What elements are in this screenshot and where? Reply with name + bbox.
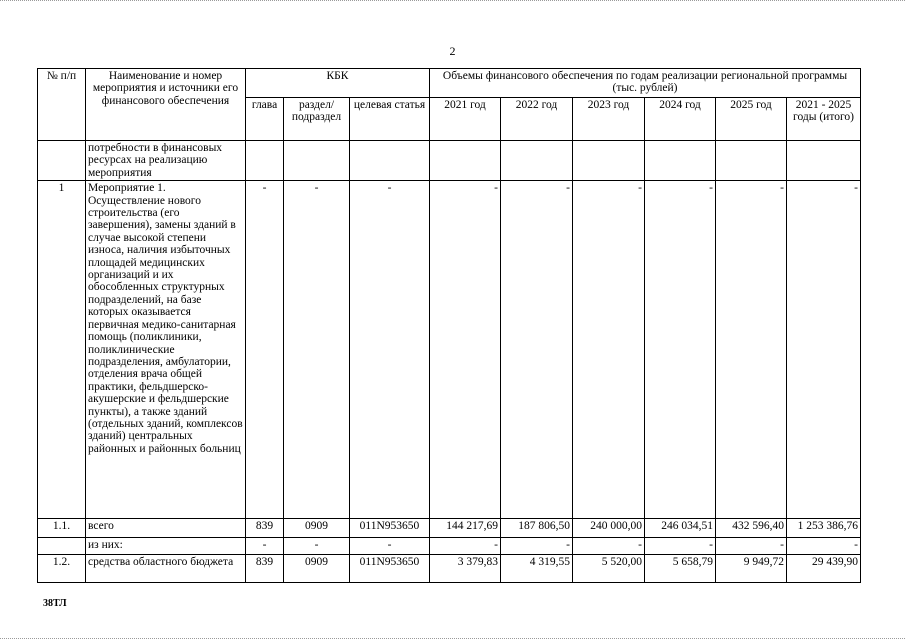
cell-2022: - bbox=[501, 538, 573, 555]
header-volumes: Объемы финансового обеспечения по годам реализации региональной программы (тыс. рублей) bbox=[430, 69, 861, 98]
row-name: средства областного бюджета bbox=[86, 555, 246, 583]
cell-2024: - bbox=[645, 181, 716, 519]
header-num: № п/п bbox=[38, 69, 86, 141]
cell-glava: - bbox=[246, 181, 284, 519]
cell-total: - bbox=[787, 538, 861, 555]
cell-2021: - bbox=[430, 181, 501, 519]
header-year-2025: 2025 год bbox=[716, 98, 787, 141]
cell-glava: 839 bbox=[246, 555, 284, 583]
table-row-1-2 bbox=[38, 555, 861, 583]
cell-celevaya: - bbox=[350, 181, 430, 519]
row-name: Мероприятие 1. Осуществление нового строительства (его завершения), замены зданий в случае высокой степени износа, наличия избыточных площадей медицинских организаций и их обособленных структурных подразделений, на базе которых оказывается первичная медико-санитарная помощь (поликлиники, поликлинические подразделения, амбулатории, отделения врача общей практики, фельдшерско-акушерские и фельдшерские пункты), а также зданий (отдельных зданий, комплексов зданий) центральных районных и районных больниц bbox=[86, 181, 246, 519]
cell-celevaya: 011N953650 bbox=[350, 519, 430, 538]
cell-razdel: 0909 bbox=[284, 555, 350, 583]
cell-2023: 240 000,00 bbox=[573, 519, 645, 538]
header-year-total: 2021 - 2025 годы (итого) bbox=[787, 98, 861, 141]
cell-razdel: - bbox=[284, 538, 350, 555]
cell-2025: - bbox=[716, 181, 787, 519]
cell-glava: - bbox=[246, 538, 284, 555]
table-row-1-1 bbox=[38, 519, 861, 538]
page-number: 2 bbox=[449, 44, 456, 58]
cell-2025: - bbox=[716, 538, 787, 555]
scan-noise-top bbox=[0, 0, 905, 7]
row-name: всего bbox=[86, 519, 246, 538]
cell-total: 29 439,90 bbox=[787, 555, 861, 583]
header-glava: глава bbox=[246, 98, 284, 141]
cell-glava: 839 bbox=[246, 519, 284, 538]
cell-celevaya: - bbox=[350, 538, 430, 555]
table-row-iz-nih bbox=[38, 538, 861, 555]
cell-2025: 432 596,40 bbox=[716, 519, 787, 538]
cell-celevaya: 011N953650 bbox=[350, 555, 430, 583]
footer-code: 38ТЛ bbox=[43, 598, 67, 609]
header-year-2021: 2021 год bbox=[430, 98, 501, 141]
cell-total: 1 253 386,76 bbox=[787, 519, 861, 538]
cell-2022: 187 806,50 bbox=[501, 519, 573, 538]
row-name: из них: bbox=[86, 538, 246, 555]
cell-2024: 246 034,51 bbox=[645, 519, 716, 538]
cell-razdel: 0909 bbox=[284, 519, 350, 538]
continuation-row bbox=[38, 141, 861, 181]
scan-noise-bottom bbox=[0, 632, 905, 639]
header-year-2023: 2023 год bbox=[573, 98, 645, 141]
cell-2022: 4 319,55 bbox=[501, 555, 573, 583]
header-celevaya: целевая статья bbox=[350, 98, 430, 141]
header-kbk: КБК bbox=[246, 69, 430, 98]
cell-2023: - bbox=[573, 181, 645, 519]
cell-2024: 5 658,79 bbox=[645, 555, 716, 583]
table-row-measure-1 bbox=[38, 181, 861, 519]
row-num: 1.1. bbox=[38, 519, 86, 538]
cell-2021: - bbox=[430, 538, 501, 555]
header-row-1 bbox=[38, 69, 861, 98]
cell-2023: - bbox=[573, 538, 645, 555]
row-num: 1 bbox=[38, 181, 86, 519]
row-name: потребности в финансовых ресурсах на реализацию мероприятия bbox=[86, 141, 246, 181]
cell-razdel: - bbox=[284, 181, 350, 519]
header-year-2024: 2024 год bbox=[645, 98, 716, 141]
header-name: Наименование и номер мероприятия и источники его финансового обеспечения bbox=[86, 69, 246, 141]
cell-2024: - bbox=[645, 538, 716, 555]
row-num: 1.2. bbox=[38, 555, 86, 583]
header-razdel: раздел/ подраздел bbox=[284, 98, 350, 141]
cell-2021: 144 217,69 bbox=[430, 519, 501, 538]
header-year-2022: 2022 год bbox=[501, 98, 573, 141]
cell-2021: 3 379,83 bbox=[430, 555, 501, 583]
cell-2022: - bbox=[501, 181, 573, 519]
cell-2023: 5 520,00 bbox=[573, 555, 645, 583]
financing-table bbox=[37, 68, 861, 583]
cell-2025: 9 949,72 bbox=[716, 555, 787, 583]
cell-total: - bbox=[787, 181, 861, 519]
